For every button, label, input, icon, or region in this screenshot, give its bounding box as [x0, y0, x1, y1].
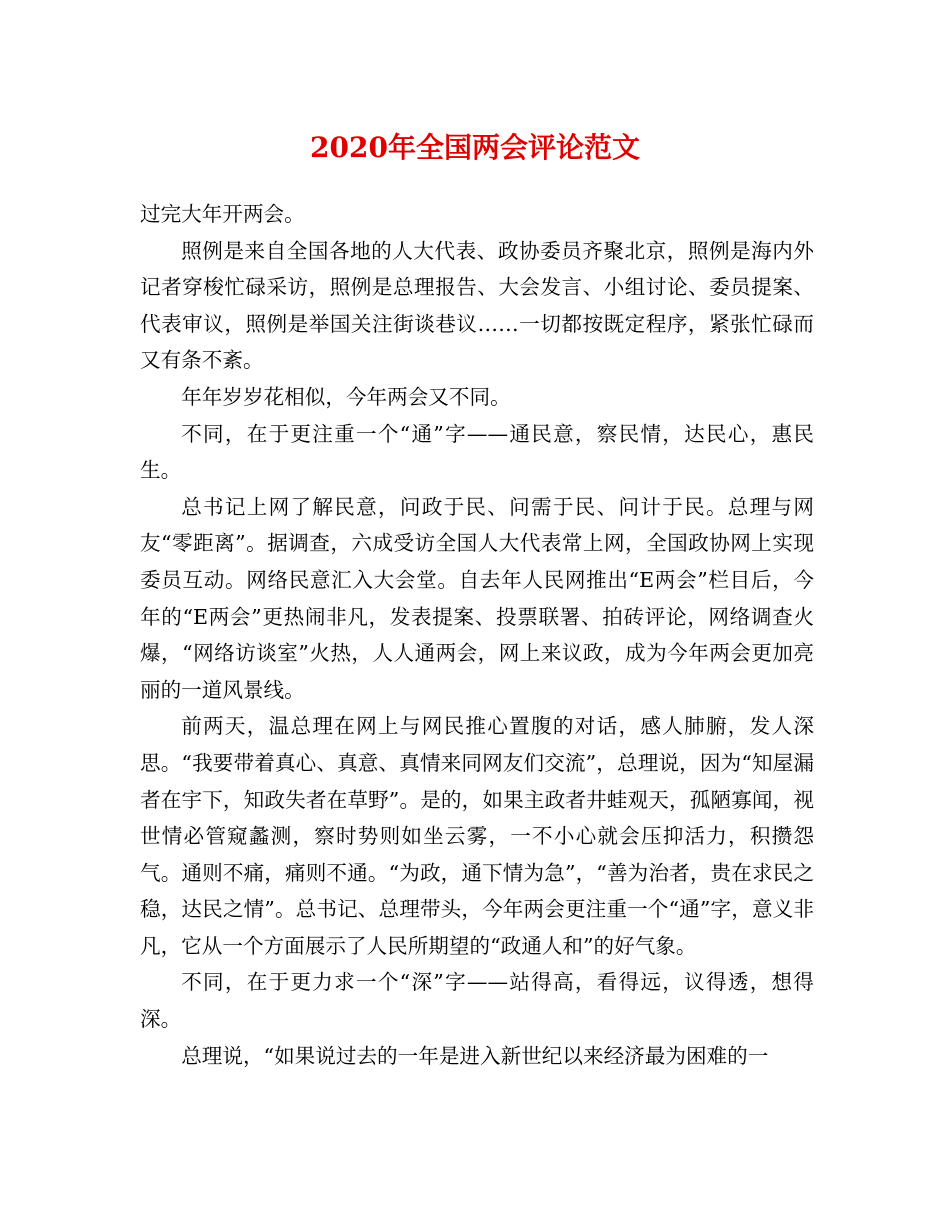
paragraph: 不同，在于更注重一个“通”字——通民意，察民情，达民心，惠民生。	[140, 421, 814, 483]
paragraph: 照例是来自全国各地的人大代表、政协委员齐聚北京，照例是海内外记者穿梭忙碌采访，照例是总理报告、大会发言、小组讨论、委员提案、代表审议，照例是举国关注街谈巷议……一切都按既定程序，紧张忙碌而又有条不紊。	[140, 238, 814, 373]
paragraph: 不同，在于更力求一个“深”字——站得高，看得远，议得透，想得深。	[140, 970, 814, 1032]
paragraph: 总书记上网了解民意，问政于民、问需于民、问计于民。总理与网友“零距离”。据调查，六成受访全国人大代表常上网，全国政协网上实现委员互动。网络民意汇入大会堂。自去年人民网推出“E两会”栏目后，今年的“E两会”更热闹非凡，发表提案、投票联署、拍砖评论，网络调查火爆，“网络访谈室”火热，人人通两会，网上来议政，成为今年两会更加亮丽的一道风景线。	[140, 494, 814, 702]
paragraph: 前两天，温总理在网上与网民推心置腹的对话，感人肺腑，发人深思。“我要带着真心、真意、真情来同网友们交流”，总理说，因为“知屋漏者在宇下，知政失者在草野”。是的，如果主政者井蛙观天，孤陋寡闻，视世情必管窥蠡测，察时势则如坐云雾，一不小心就会压抑活力，积攒怨气。通则不痛，痛则不通。“为政，通下情为急”，“善为治者，贵在求民之稳，达民之情”。总书记、总理带头，今年两会更注重一个“通”字，意义非凡，它从一个方面展示了人民所期望的“政通人和”的好气象。	[140, 714, 814, 958]
paragraph: 年年岁岁花相似，今年两会又不同。	[181, 384, 511, 409]
document-title: 2020年全国两会评论范文	[310, 131, 640, 164]
document-body	[140, 196, 814, 1074]
paragraph: 过完大年开两会。	[140, 202, 305, 226]
paragraph: 总理说，“如果说过去的一年是进入新世纪以来经济最为困难的一	[181, 1043, 769, 1068]
